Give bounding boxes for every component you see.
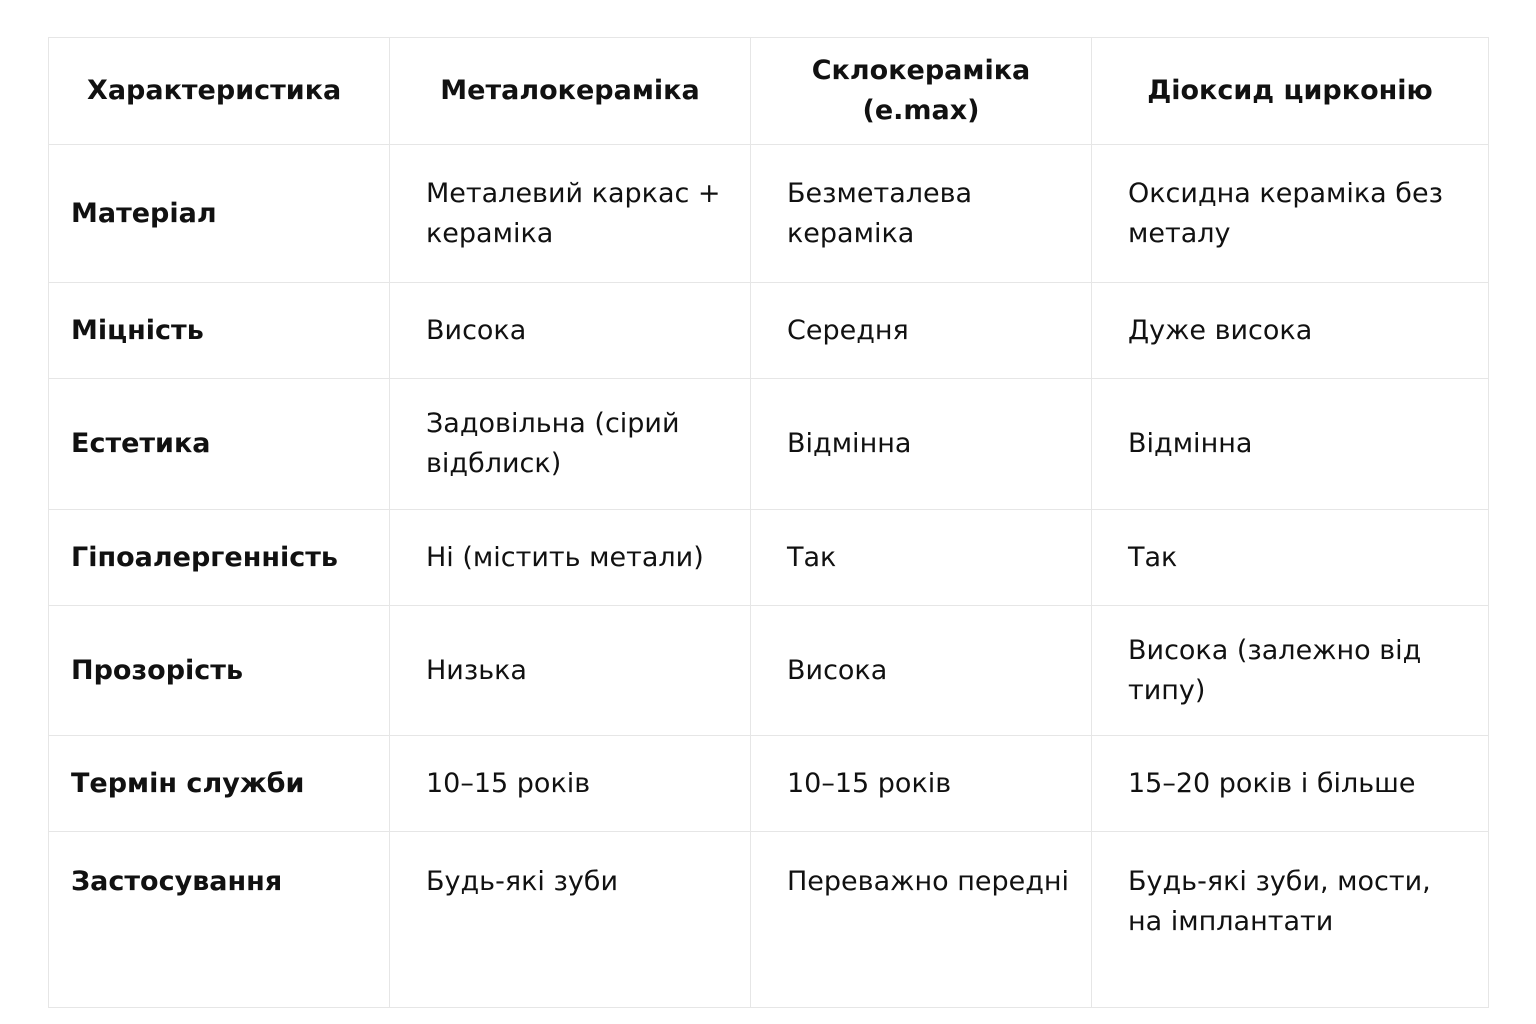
table-cell: Оксидна кераміка без металу <box>1092 145 1489 283</box>
row-label: Міцність <box>49 283 390 379</box>
table-cell: Будь-які зуби <box>390 832 751 1008</box>
table-cell: Будь-які зуби, мости, на імплантати <box>1092 832 1489 1008</box>
table-cell: 10–15 років <box>751 736 1092 832</box>
row-label: Прозорість <box>49 606 390 736</box>
table-cell: Металевий каркас + кераміка <box>390 145 751 283</box>
header-zirconia: Діоксид цирконію <box>1092 38 1489 145</box>
table-cell: Задовільна (сірий відблиск) <box>390 379 751 510</box>
table-row-translucency <box>49 606 1489 736</box>
table-cell: Безметалева кераміка <box>751 145 1092 283</box>
table-cell: Низька <box>390 606 751 736</box>
table-cell: Висока (залежно від типу) <box>1092 606 1489 736</box>
row-label: Матеріал <box>49 145 390 283</box>
row-label: Термін служби <box>49 736 390 832</box>
table-cell: Середня <box>751 283 1092 379</box>
table-cell: 10–15 років <box>390 736 751 832</box>
header-glass-ceramic: Склокераміка (e.max) <box>751 38 1092 145</box>
table-cell: Висока <box>390 283 751 379</box>
table-cell: 15–20 років і більше <box>1092 736 1489 832</box>
comparison-table <box>48 37 1489 1008</box>
table-cell: Переважно передні <box>751 832 1092 1008</box>
table-cell: Відмінна <box>751 379 1092 510</box>
table-row-material <box>49 145 1489 283</box>
table-row-lifespan <box>49 736 1489 832</box>
table-cell: Так <box>751 510 1092 606</box>
table-cell: Дуже висока <box>1092 283 1489 379</box>
table-cell: Ні (містить метали) <box>390 510 751 606</box>
row-label: Гіпоалергенність <box>49 510 390 606</box>
table-row-hypoallergenic <box>49 510 1489 606</box>
table-row-application <box>49 832 1489 1008</box>
row-label: Естетика <box>49 379 390 510</box>
table-row-aesthetics <box>49 379 1489 510</box>
row-label: Застосування <box>49 832 390 1008</box>
comparison-table-container <box>48 37 1488 1008</box>
table-cell: Відмінна <box>1092 379 1489 510</box>
table-header-row <box>49 38 1489 145</box>
table-cell: Висока <box>751 606 1092 736</box>
header-characteristic: Характеристика <box>49 38 390 145</box>
header-metal-ceramic: Металокераміка <box>390 38 751 145</box>
table-row-strength <box>49 283 1489 379</box>
table-cell: Так <box>1092 510 1489 606</box>
